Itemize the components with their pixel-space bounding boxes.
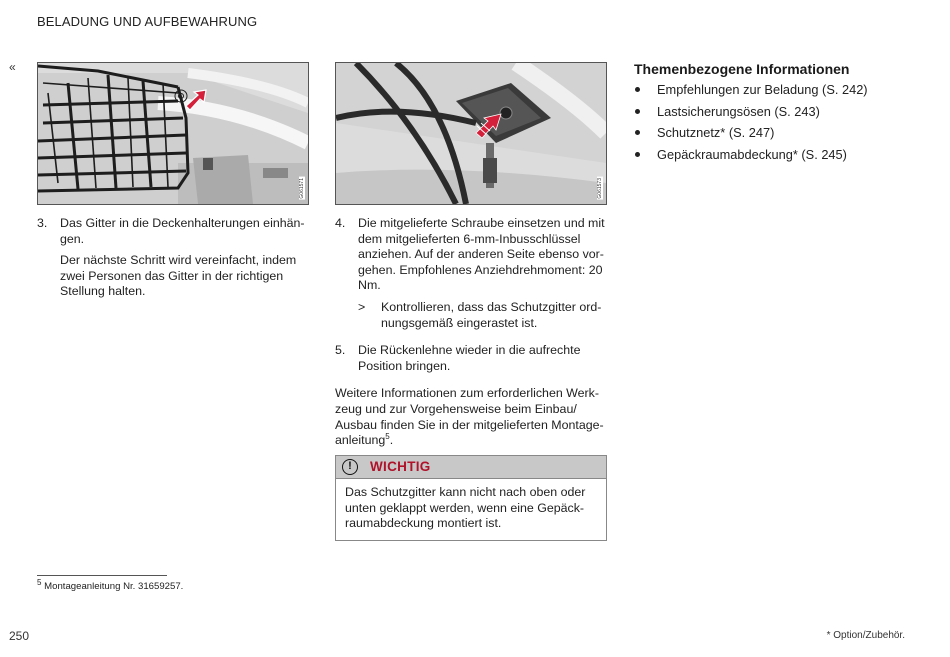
step-number: 3.	[37, 216, 48, 230]
step-text: Die mitgelieferte Schraube einsetzen und mit dem mitgelieferten 6-mm-Inbusschlüssel anziehen. Auf der anderen Seite ebenso vor-gehen. Empfohlenes Anziehdrehmoment: 20 Nm.	[358, 216, 605, 293]
warning-title: WICHTIG	[370, 459, 431, 475]
info-end: .	[389, 433, 394, 448]
footnote-text: Montageanleitung Nr. 31659257.	[44, 581, 184, 592]
step-text: Das Gitter in die Deckenhalterungen einhän-gen.	[60, 216, 305, 246]
warning-icon: !	[342, 459, 358, 475]
footnote-divider	[37, 575, 167, 576]
footnote-marker: 5	[37, 577, 42, 587]
footnote-ref[interactable]: 5	[385, 432, 390, 441]
related-link[interactable]: Empfehlungen zur Beladung (S. 242)	[634, 79, 924, 101]
note-text: Der nächste Schritt wird vereinfacht, indem zwei Personen das Gitter in der richtigen Stellung halten.	[60, 253, 297, 299]
footnote	[37, 577, 184, 592]
figure-cargo-grid-ceiling	[37, 62, 309, 205]
step-3-note	[37, 253, 305, 300]
figure-code: G061573	[597, 178, 603, 199]
figure-screw-bracket	[335, 62, 607, 205]
warning-text: Das Schutzgitter kann nicht nach oben oder unten geklappt werden, wenn eine Gepäck-raumabdeckung montiert ist.	[345, 485, 586, 531]
info-paragraph	[335, 386, 607, 448]
related-title: Themenbezogene Informationen	[634, 61, 850, 77]
page-header: BELADUNG UND AUFBEWAHRUNG	[37, 14, 258, 29]
related-link[interactable]: Gepäckraumabdeckung* (S. 245)	[634, 144, 924, 166]
cargo-grid-illustration	[38, 63, 308, 204]
step-5	[335, 343, 607, 374]
page-number: 250	[9, 629, 30, 643]
related-link[interactable]: Schutznetz* (S. 247)	[634, 122, 924, 144]
optional-accessory-note: * Option/Zubehör.	[826, 630, 905, 641]
screw-bracket-illustration	[336, 63, 606, 204]
left-column	[37, 216, 305, 309]
info-text: Weitere Informationen zum erforderlichen Werk-zeug und zur Vorgehensweise beim Einbau/ Ausbau finden Sie in der mitgelieferten Montage-anleitung	[335, 386, 604, 448]
step-text: Die Rückenlehne wieder in die aufrechte Position bringen.	[358, 343, 581, 373]
related-link[interactable]: Lastsicherungsösen (S. 243)	[634, 101, 924, 123]
result-marker: >	[358, 299, 366, 314]
step-3	[37, 216, 305, 247]
result-text: Kontrollieren, dass das Schutzgitter ord-nungsgemäß eingerastet ist.	[381, 299, 602, 330]
figure-code: G061571	[299, 178, 305, 199]
related-info	[634, 61, 924, 165]
step-number: 4.	[335, 216, 346, 230]
back-chevron-icon[interactable]: «	[9, 60, 13, 74]
warning-box	[335, 455, 607, 541]
step-4-result	[358, 300, 607, 331]
step-number: 5.	[335, 343, 346, 358]
middle-column	[335, 216, 607, 458]
step-4	[335, 216, 607, 331]
warning-header	[336, 456, 606, 479]
